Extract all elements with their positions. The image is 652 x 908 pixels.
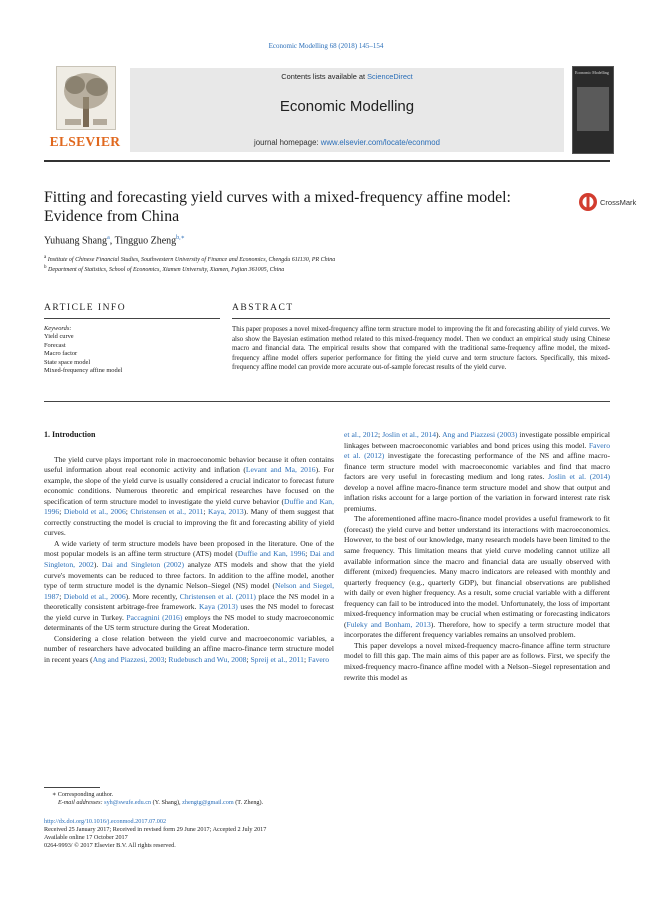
affiliation-a: [44, 255, 335, 263]
abstract-end-rule: [44, 401, 610, 402]
text-run: investigate possible empirical linkages between macroeconomic variables and bond prices using this model.: [344, 430, 610, 450]
masthead-rule: [44, 160, 610, 162]
keywords-block: [44, 325, 220, 375]
citation-link[interactable]: Dai and Singleton, 2002: [44, 549, 335, 570]
abstract-heading: ABSTRACT: [232, 303, 294, 313]
text-run: analyze ATS models and show that the yield curve's movements can be reduced to three factors. In addition to the affine model, another type of term structure model is the dynamic Nelson–Siegel (NS) model (: [44, 560, 334, 591]
homepage-prefix: journal homepage:: [254, 138, 321, 147]
body-left-column: [44, 430, 334, 665]
abstract-rule: [232, 318, 610, 319]
email-link[interactable]: syh@swufe.edu.cn: [104, 799, 152, 806]
cover-artwork: [577, 87, 609, 131]
keyword-item: Macro factor: [44, 350, 78, 358]
keyword-item: Forecast: [44, 341, 66, 349]
journal-banner: [130, 68, 564, 152]
text-run: ). Many of them suggest that correctly constructing the model is crucial to improving the fit and forecasting ability of yield curves.: [44, 507, 335, 538]
email-link[interactable]: zhengtg@gmail.com: [182, 799, 234, 806]
article-title: [44, 188, 564, 226]
text-run: ). Therefore, how to specify a term structure model that incorporates the different frequency variables remains an unsolved problem.: [344, 619, 610, 640]
elsevier-tree-icon: [56, 66, 116, 130]
text-run: ).: [93, 560, 102, 570]
corresponding-author-note: ∗ Corresponding author.: [52, 791, 114, 798]
email-label: E-mail addresses:: [58, 799, 105, 806]
citation-link[interactable]: Duffie and Kan, 1996: [237, 549, 306, 559]
keyword-item: Yield curve: [44, 333, 74, 341]
author-name: Yuhuang Shang: [44, 235, 108, 247]
paragraph: et al., 2012; Joslin et al., 2014). Ang and Piazzesi (2003) investigate possible empirical linkages between macroeconomic variables and bond prices using this model. Favero et al. (2012) investigate the forecasting performance of the NS and affine macro-finance term structure model with macroeconomic variables and find that macro factors are very useful in forecasting medium and long rates. Joslin et al. (2014) develop a novel affine macro-finance term structure model and show that output and inflation risks account for a large portion of the variation in forward interest rate risk premiums.: [344, 430, 611, 513]
title-line-2: Evidence from China: [44, 208, 180, 225]
citation-link[interactable]: Rudebusch and Wu, 2008: [168, 654, 247, 664]
citation-link[interactable]: Spreij et al., 2011: [250, 654, 304, 664]
citation-link[interactable]: Diebold et al., 2006: [63, 507, 126, 517]
journal-reference[interactable]: Economic Modelling 68 (2018) 145–154: [268, 42, 384, 50]
text-run: ). For example, the slope of the yield curve is usually considered a crucial indicator to forecast future economic conditions. Numerous theoretic and empirical researches have focused on the specification of term structure model to investigate the yield curve behavior (: [44, 465, 335, 506]
affiliation-b-marker: b: [44, 265, 47, 270]
citation-link[interactable]: Paccagnini (2016): [126, 612, 183, 622]
text-run: uses the NS model to forecast the yield curve in Turkey.: [44, 602, 335, 622]
citation-link[interactable]: Joslin et al., 2014: [382, 430, 437, 439]
copyright-line: 0264-9993/ © 2017 Elsevier B.V. All rights reserved.: [44, 842, 176, 849]
citation-link[interactable]: Nelson and Siegel, 1987: [44, 581, 334, 601]
paragraph: Considering a close relation between the yield curve and macroeconomic variables, a number of researchers have advocated building an affine macro-finance term structure model in recent years (Ang and Piazzesi, 2003; Rudebusch and Wu, 2008; Spreij et al., 2011; Favero: [44, 633, 334, 664]
text-run: ). More recently,: [125, 591, 180, 601]
citation-link[interactable]: Favero et al. (2012): [344, 440, 610, 461]
citation-link[interactable]: Favero: [307, 654, 330, 664]
citation-link[interactable]: Duffie and Kan, 1996: [44, 496, 334, 517]
crossmark-button[interactable]: [578, 192, 650, 214]
email-owner: (Y. Shang),: [151, 799, 183, 806]
email-line: [44, 799, 334, 807]
doi-link[interactable]: http://dx.doi.org/10.1016/j.econmod.2017.07.002: [44, 818, 167, 825]
citation-link[interactable]: Joslin et al. (2014): [548, 472, 610, 482]
affiliation-b: [44, 265, 284, 273]
citation-link[interactable]: et al., 2012: [344, 430, 379, 439]
elsevier-logo[interactable]: [44, 66, 126, 152]
keywords-label: Keywords:: [44, 325, 72, 332]
body-right-column: [344, 430, 610, 683]
affiliation-marker[interactable]: b,∗: [176, 235, 185, 241]
paragraph: The yield curve plays important role in macroeconomic behavior because it often contains useful information about real economic activity and inflation (Levant and Ma, 2016). For example, the slope of the yield curve is usually considered a crucial indicator to forecast future economic conditions. Numerous theoretic and empirical researches have focused on the specification of term structure model to investigate the yield curve behavior (Duffie and Kan, 1996; Diebold et al., 2006; Christensen et al., 2011; Kaya, 2013). Many of them suggest that correctly constructing the model is crucial to improving the fit and forecasting ability of yield curves.: [44, 454, 335, 538]
article-info-rule: [44, 318, 220, 319]
citation-link[interactable]: Levant and Ma, 2016: [245, 465, 316, 475]
cover-title: Economic Modelling: [575, 70, 609, 75]
text-run: ).: [436, 430, 443, 439]
sciencedirect-link[interactable]: ScienceDirect: [367, 72, 413, 81]
crossmark-label: CrossMark: [600, 198, 637, 207]
text-run: place the NS model in a theoretically consistent arbitrage-free framework.: [44, 591, 335, 612]
text-run: A wide variety of term structure models have been proposed in the literature. One of the most popular models is an affine term structure (ATS) model (: [44, 538, 334, 559]
affiliation-a-text: Institute of Chinese Financial Studies, Southwestern University of Finance and Economics, Chengdu 611130, PR China: [47, 257, 336, 263]
homepage-link[interactable]: www.elsevier.com/locate/econmod: [320, 138, 440, 147]
masthead: [44, 66, 610, 156]
journal-title: Economic Modelling: [279, 98, 415, 115]
footnote-rule: [44, 787, 100, 788]
citation-link[interactable]: Kaya, 2013: [208, 507, 244, 517]
journal-cover-thumbnail[interactable]: [572, 66, 614, 154]
author-separator: ,: [109, 235, 115, 247]
author-list: [44, 234, 185, 246]
affiliation-a-marker: a: [44, 255, 47, 260]
keyword-item: State space model: [44, 358, 91, 366]
email-owner: (T. Zheng).: [233, 799, 264, 806]
abstract-text: This paper proposes a novel mixed-frequency affine term structure model to improving the fit and forecasting ability of yield curves. We also show the Bayesian estimation method related to this mixed-frequency model. Then we conduct an empirical study using Chinese macro and financial data. The empirical results show that compared with the traditional same-frequency affine model, the mixed-frequency affine model offers superior performance for fitting the yield curve and term structure factors. Specifically, this mixed-frequency affine model can provide more accurate out-of-sample forecast results of the yield curve.: [232, 326, 610, 372]
citation-link[interactable]: Dai and Singleton (2002): [101, 560, 185, 570]
text-run: The yield curve plays important role in macroeconomic behavior because it often contains useful information about real economic activity and inflation (: [44, 454, 334, 475]
text-run: employs the NS model to study macroeconomic determinants of the US term structure during the Great Moderation.: [44, 612, 334, 633]
citation-link[interactable]: Ang and Piazzesi, 2003: [92, 654, 165, 664]
text-run: investigate the forecasting performance of the NS and affine macro-finance term structure model with macroeconomic variables and find that macro factors are very useful in forecasting medium and long rates.: [344, 451, 611, 482]
paragraph: [344, 514, 610, 641]
contents-prefix: Contents lists available at: [281, 72, 368, 81]
elsevier-wordmark: ELSEVIER: [49, 134, 121, 149]
paragraph: A wide variety of term structure models have been proposed in the literature. One of the most popular models is an affine term structure (ATS) model (Duffie and Kan, 1996; Dai and Singleton, 2002). Dai and Singleton (2002) analyze ATS models and show that the yield curve's movements can be reduced to three factors. In addition to the affine model, another type of term structure model is the dynamic Nelson–Siegel (NS) model (Nelson and Siegel, 1987; Diebold et al., 2006). More recently, Christensen et al. (2011) place the NS model in a theoretically consistent arbitrage-free framework. Kaya (2013) uses the NS model to forecast the yield curve in Turkey. Paccagnini (2016) employs the NS model to study macroeconomic determinants of the US term structure during the Great Moderation.: [44, 538, 335, 633]
citation-link[interactable]: Ang and Piazzesi (2003): [442, 430, 518, 439]
text-run: develop a novel affine macro-finance term structure model and show that output and inflation risks account for a large portion of the variation in forward interest rate risk premiums.: [344, 482, 610, 513]
contents-line: [130, 72, 564, 81]
paragraph: This paper develops a novel mixed-frequency macro-finance affine term structure model to fill this gap. The main aims of this paper are as follows. First, we specify the mixed-frequency macro-finance affine model with a Nelson–Siegel representation and rewrite this model as: [344, 640, 610, 682]
publication-info: [44, 818, 334, 850]
article-info-heading: ARTICLE INFO: [44, 303, 127, 313]
crossmark-icon: [578, 192, 598, 212]
text-run: The aforementioned affine macro-finance model provides a useful framework to fit (forecast) the yield curve and better understand its interactions with macroeconomics. However, to the best of our knowledge, many research models have been limited to the same frequency. This limitation means that yield curve modeling cannot utilize all available information since the macro and financial data are usually observed with different (mixed) frequencies. Many macro indicators are released with monthly and quarterly frequency (e.g., quarterly GDP), but financial observations are published with daily or even higher frequency. As a result, some crucial variable with a different frequency can fail to be introduced into the model. Unfortunately, the loss of important mixed-frequency information may be crucial when estimating or forecasting indicators (: [344, 514, 610, 629]
homepage-line: [130, 138, 564, 147]
citation-link[interactable]: Kaya (2013): [199, 602, 238, 612]
affiliation-marker[interactable]: a: [107, 235, 110, 241]
text-run: Considering a close relation between the yield curve and macroeconomic variables, a number of researchers have advocated building an affine macro-finance term structure model in recent years (: [44, 633, 334, 664]
section-heading: 1. Introduction: [44, 430, 96, 439]
citation-link[interactable]: Christensen et al., 2011: [130, 507, 204, 517]
author-name: Tingguo Zheng: [114, 235, 177, 247]
online-date: Available online 17 October 2017: [44, 834, 128, 841]
received-dates: Received 25 January 2017; Received in revised form 29 June 2017; Accepted 2 July 2017: [44, 826, 267, 833]
citation-link[interactable]: Christensen et al. (2011): [179, 591, 256, 601]
citation-link[interactable]: Fuleky and Bonham, 2013: [346, 619, 431, 629]
affiliation-b-text: Department of Statistics, School of Economics, Xiamen University, Xiamen, Fujian 361005, China: [48, 267, 285, 273]
citation-link[interactable]: Diebold et al., 2006: [63, 591, 126, 601]
keyword-item: Mixed-frequency affine model: [44, 367, 123, 375]
footnotes: [44, 791, 334, 807]
title-line-1: Fitting and forecasting yield curves with a mixed-frequency affine model:: [44, 189, 511, 206]
